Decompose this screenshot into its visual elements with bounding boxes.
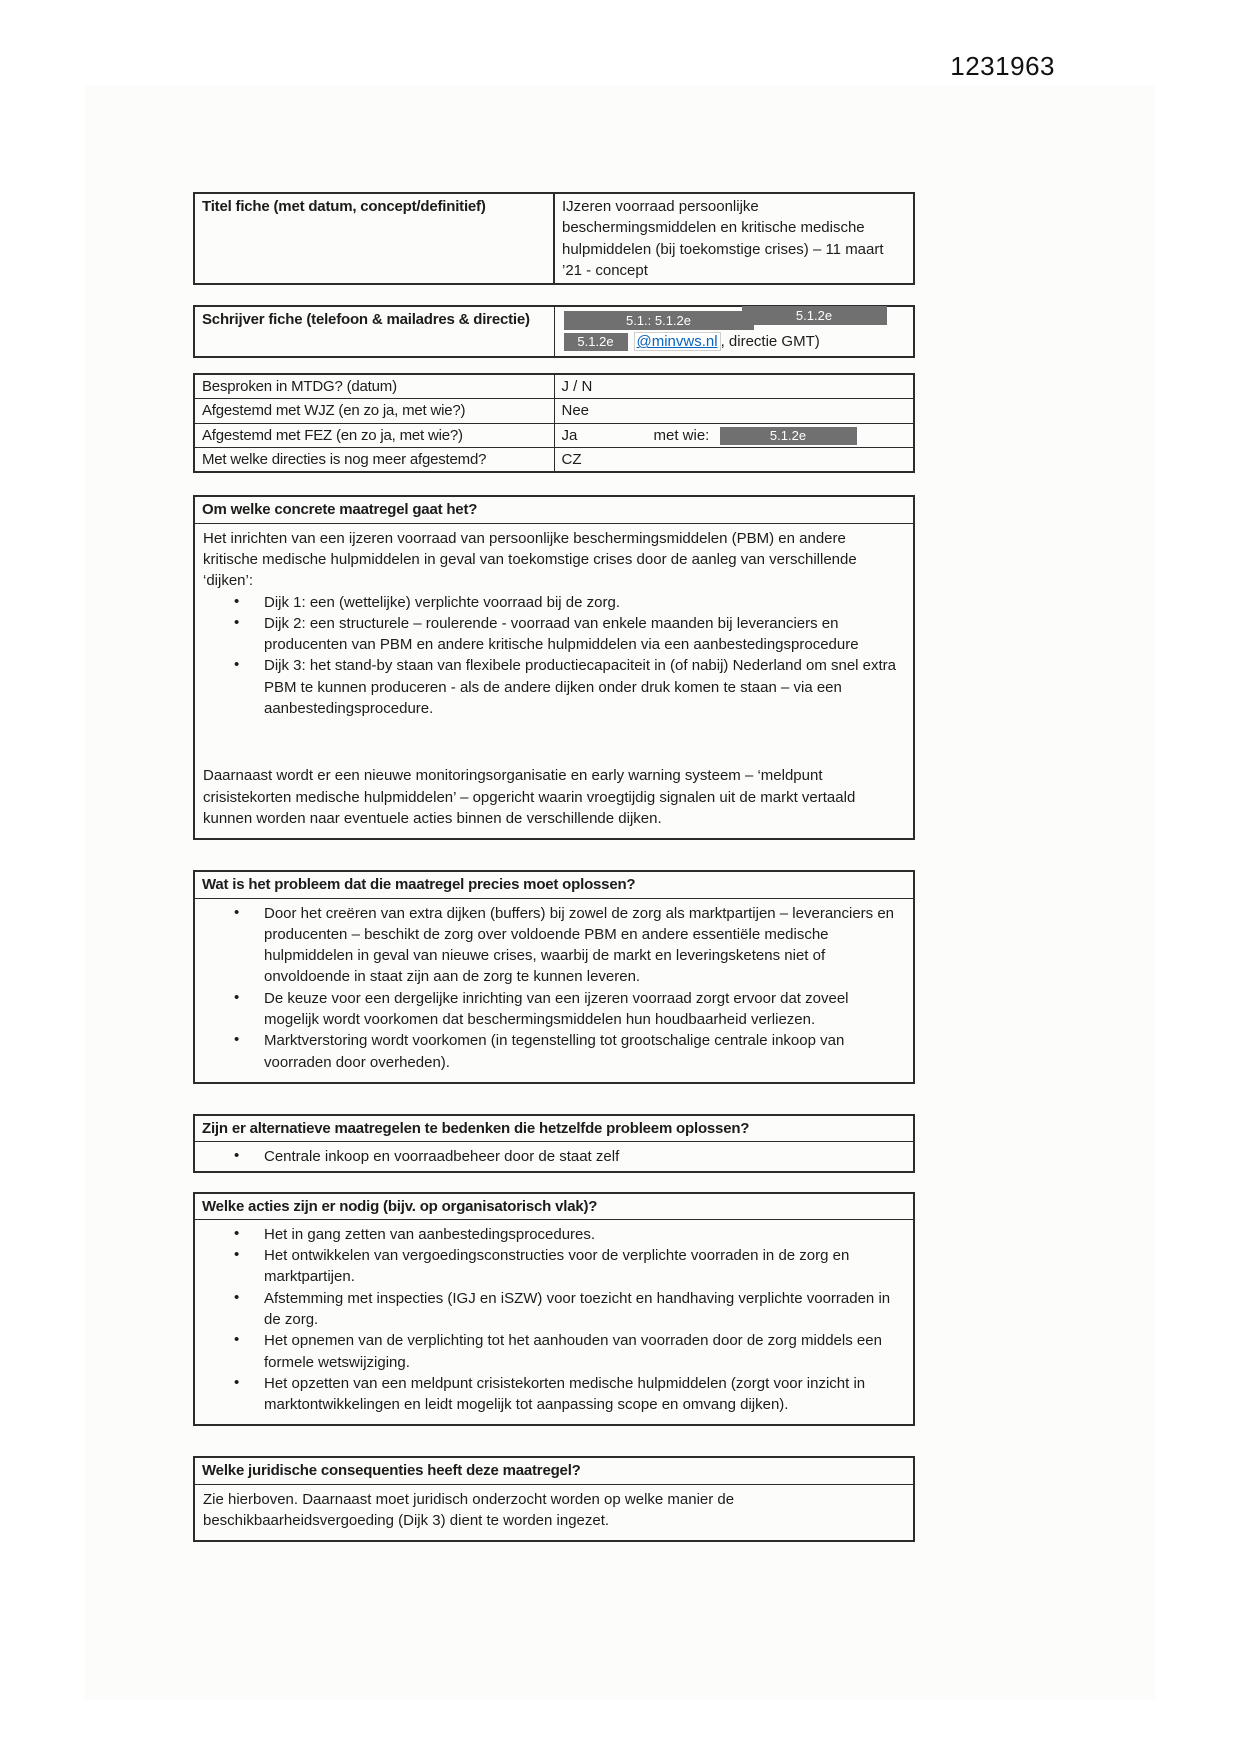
bullet-icon: • [234, 903, 240, 921]
writer-table [193, 305, 915, 358]
bullet-text: Dijk 2: een structurele – roulerende - voorraad van enkele maanden bij leveranciers en producenten van PBM en andere kritische hulpmiddelen via een aanbestedingsprocedure [264, 614, 859, 654]
section-title: Wat is het probleem dat die maatregel precies moet oplossen? [195, 872, 913, 898]
bullet-text: Het in gang zetten van aanbestedingsprocedures. [264, 1225, 596, 1243]
table-row [194, 399, 914, 423]
redaction-bar: 5.1.2e [720, 427, 857, 445]
section-title: Welke juridische consequenties heeft deze maatregel? [195, 1458, 913, 1484]
bullet-text: De keuze voor een dergelijke inrichting van een ijzeren voorraad zorgt ervoor dat zoveel mogelijk wordt voorkomen dat beschermingsmiddelen hun houdbaarheid verliezen. [264, 989, 849, 1029]
section-body [195, 899, 913, 1082]
section-outro: Daarnaast wordt er een nieuwe monitoringsorganisatie en early warning systeem – ‘meldpunt crisistekorten medische hulpmiddelen’ – opgericht waarin vroegtijdig signalen uit de markt vertaald kunnen worden naar eventuele acties binnen de verschillende dijken. [203, 767, 856, 827]
meta-table [193, 373, 915, 473]
section-probleem [193, 870, 915, 1084]
bullet-text: Door het creëren van extra dijken (buffers) bij zowel de zorg als marktpartijen – leveranciers en producenten – beschikt de zorg over voldoende PBM en andere essentiële medische hulpmiddelen in geval van nieuwe crises, waarbij de markt en leveringsketens niet of onvoldoende in staat zijn aan de zorg te kunnen leveren. [264, 904, 895, 986]
bullet-icon: • [234, 1288, 240, 1306]
meta-label-cell: Met welke directies is nog meer afgestemd? [194, 448, 554, 473]
meta-label-cell: Besproken in MTDG? (datum) [194, 374, 554, 399]
bullet-text: Marktverstoring wordt voorkomen (in tegenstelling tot grootschalige centrale inkoop van voorraden door overheden). [264, 1032, 845, 1071]
section-title: Om welke concrete maatregel gaat het? [195, 497, 913, 523]
meta-value-cell: Nee [554, 399, 914, 423]
title-fiche-value: IJzeren voorraad persoonlijke beschermingsmiddelen en kritische medische hulpmiddelen (bij toekomstige crises) – 11 maart ’21 - concept [554, 193, 914, 284]
email-suffix: , directie GMT) [720, 333, 820, 351]
table-row [194, 374, 914, 399]
table-row [194, 423, 914, 447]
table-row [194, 193, 914, 284]
bullet-text: Het opnemen van de verplichting tot het aanhouden van voorraden door de zorg middels een formele wetswijziging. [264, 1332, 882, 1371]
email-link[interactable]: @minvws.nl [634, 332, 721, 351]
redaction-bar: 5.1.2e [564, 333, 628, 351]
bullet-text: Afstemming met inspecties (IGJ en iSZW) voor toezicht en handhaving verplichte voorraden in de zorg. [264, 1289, 891, 1328]
section-body [195, 1485, 913, 1541]
table-row [194, 448, 914, 473]
redaction-bar: 5.1.: 5.1.2e [564, 311, 754, 330]
redaction-bar: 5.1.2e [742, 306, 887, 325]
meta-value-cell: CZ [554, 448, 914, 473]
title-table [193, 192, 915, 285]
section-title: Welke acties zijn er nodig (bijv. op organisatorisch vlak)? [195, 1194, 913, 1220]
writer-fiche-value [554, 306, 914, 357]
section-maatregel [193, 495, 915, 840]
bullet-text: Centrale inkoop en voorraadbeheer door de staat zelf [264, 1148, 620, 1166]
table-row [194, 306, 914, 357]
redaction-row [562, 309, 907, 331]
title-fiche-label: Titel fiche (met datum, concept/definitief) [194, 193, 554, 284]
section-juridisch [193, 1456, 915, 1542]
bullet-icon: • [234, 1031, 240, 1049]
bullet-icon: • [234, 1373, 240, 1391]
bullet-text: Dijk 3: het stand-by staan van flexibele productiecapaciteit in (of nabij) Nederland om snel extra PBM te kunnen produceren - als de andere dijken onder druk komen te staan – via een aanbestedingsprocedure. [264, 657, 897, 718]
bullet-item [203, 1030, 905, 1073]
bullet-item [203, 592, 905, 613]
section-acties [193, 1192, 915, 1427]
writer-fiche-label: Schrijver fiche (telefoon & mailadres & directie) [194, 306, 554, 357]
bullet-icon: • [234, 592, 240, 610]
bullet-icon: • [234, 1331, 240, 1349]
bullet-icon: • [234, 613, 240, 631]
bullet-icon: • [234, 1246, 240, 1264]
email-row [562, 331, 907, 354]
bullet-icon: • [234, 988, 240, 1006]
bullet-item [203, 1330, 905, 1373]
bullet-item [203, 1373, 905, 1416]
document-content [193, 192, 915, 1542]
meta-label-cell: Afgestemd met FEZ (en zo ja, met wie?) [194, 423, 554, 447]
bullet-item [203, 903, 905, 988]
bullet-text: Dijk 1: een (wettelijke) verplichte voorraad bij de zorg. [264, 593, 620, 611]
meta-label-cell: Afgestemd met WJZ (en zo ja, met wie?) [194, 399, 554, 423]
bullet-icon: • [234, 1224, 240, 1242]
bullet-icon: • [234, 1147, 240, 1165]
bullet-item [203, 1146, 905, 1167]
section-alternatieven [193, 1114, 915, 1173]
bullet-item [203, 1224, 905, 1245]
doc-number: 1231963 [950, 51, 1055, 81]
bullet-item [203, 988, 905, 1031]
meta-value-cell: J / N [554, 374, 914, 399]
section-body [195, 524, 913, 839]
bullet-text: Het opzetten van een meldpunt crisistekorten medische hulpmiddelen (zorgt voor inzicht in marktontwikkelingen en leidt mogelijk tot aanpassing scope en omvang dijken). [264, 1374, 866, 1414]
fez-answer: Ja [561, 426, 578, 444]
section-text: Zie hierboven. Daarnaast moet juridisch onderzocht worden op welke manier de beschikbaarheidsvergoeding (Dijk 3) dient te worden ingezet. [203, 1490, 735, 1530]
bullet-item [203, 1245, 905, 1288]
meta-value-cell [554, 423, 914, 447]
bullet-item [203, 613, 905, 656]
bullet-icon: • [234, 656, 240, 674]
bullet-item [203, 1288, 905, 1331]
fez-metwie-label: met wie: [653, 426, 710, 444]
section-body [195, 1142, 913, 1170]
bullet-text: Het ontwikkelen van vergoedingsconstructies voor de verplichte voorraden in de zorg en marktpartijen. [264, 1247, 850, 1286]
section-intro: Het inrichten van een ijzeren voorraad van persoonlijke beschermingsmiddelen (PBM) en andere kritische medische hulpmiddelen in geval van toekomstige crises door de aanleg van verschillende ‘dijken’: [203, 529, 857, 590]
section-body [195, 1220, 913, 1425]
bullet-item [203, 655, 905, 719]
section-title: Zijn er alternatieve maatregelen te bedenken die hetzelfde probleem oplossen? [195, 1116, 913, 1142]
